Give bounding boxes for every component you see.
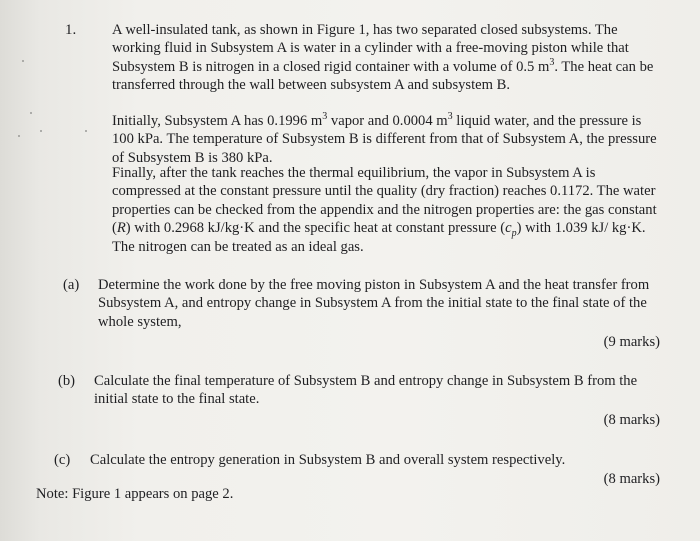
scan-speck [30, 112, 32, 114]
part-c-label: (c) [54, 452, 71, 468]
final-text-c: ) with 1.039 kJ/ kg·K. The nitrogen can be treated as an ideal gas. [112, 220, 646, 255]
part-c-text: Calculate the entropy generation in Subsystem B and overall system respectively. [90, 452, 566, 468]
scan-speck [18, 135, 20, 137]
specific-heat-subscript: p [511, 228, 517, 240]
final-state-paragraph [112, 164, 660, 256]
question-number: 1. [65, 22, 77, 38]
part-a-marks: (9 marks) [603, 334, 660, 350]
volume-value: 0.5 m [516, 58, 550, 75]
part-a-label: (a) [63, 277, 80, 293]
scan-speck [40, 130, 42, 132]
initial-state-paragraph [112, 112, 660, 167]
intro-line-2: The working fluid in Subsystem A is water in a cylinder with a free-moving piston [112, 22, 618, 57]
intro-tail: . The heat can be transferred through the wall between subsystem A and subsystem B. [112, 58, 654, 94]
final-text-b: ) with 0.2968 kJ/kg·K and the specific heat at constant pressure ( [125, 220, 506, 237]
part-a-text: Determine the work done by the free moving piston in Subsystem A and the heat transfer from Subsystem A, and entropy change in Subsystem A from the initial state to the final state of the whole system, [98, 277, 650, 330]
question-intro [112, 21, 660, 95]
figure-note: Note: Figure 1 appears on page 2. [36, 486, 234, 502]
initial-text-c: liquid water, and the pressure is 100 kPa. The temperature of Subsystem B is different from that of Subsystem A, the pressure of Subsystem B is 380 kPa. [112, 113, 657, 166]
intro-line-1: A well-insulated tank, as shown in Figure 1, has two separated closed subsystems. [112, 22, 592, 38]
initial-text-b: vapor and 0.0004 m [327, 113, 448, 129]
specific-heat-symbol: c [505, 220, 512, 237]
part-c-marks: (8 marks) [603, 471, 660, 487]
part-b-label: (b) [58, 373, 76, 389]
part-b-text: Calculate the final temperature of Subsystem B and entropy change in Subsystem B from the initial state to the final state. [94, 373, 638, 408]
initial-exp-b: 3 [447, 111, 453, 123]
final-text-a: Finally, after the tank reaches the thermal equilibrium, the vapor in Subsystem A is compressed at the constant pressure until the quality (dry fraction) reaches 0.1172. The water properties can be checked from the appendix and the nitrogen properties are: the gas constant ( [112, 165, 657, 237]
scan-speck [22, 60, 24, 62]
volume-exponent: 3 [549, 56, 555, 68]
part-b-marks: (8 marks) [603, 412, 660, 428]
initial-exp-a: 3 [322, 111, 328, 123]
initial-text-a: Initially, Subsystem A has 0.1996 m [112, 113, 323, 129]
intro-line-3: while that Subsystem B is nitrogen in a closed rigid container with a volume of [112, 40, 629, 75]
gas-constant-symbol: R [116, 220, 126, 237]
scan-speck [85, 130, 87, 132]
